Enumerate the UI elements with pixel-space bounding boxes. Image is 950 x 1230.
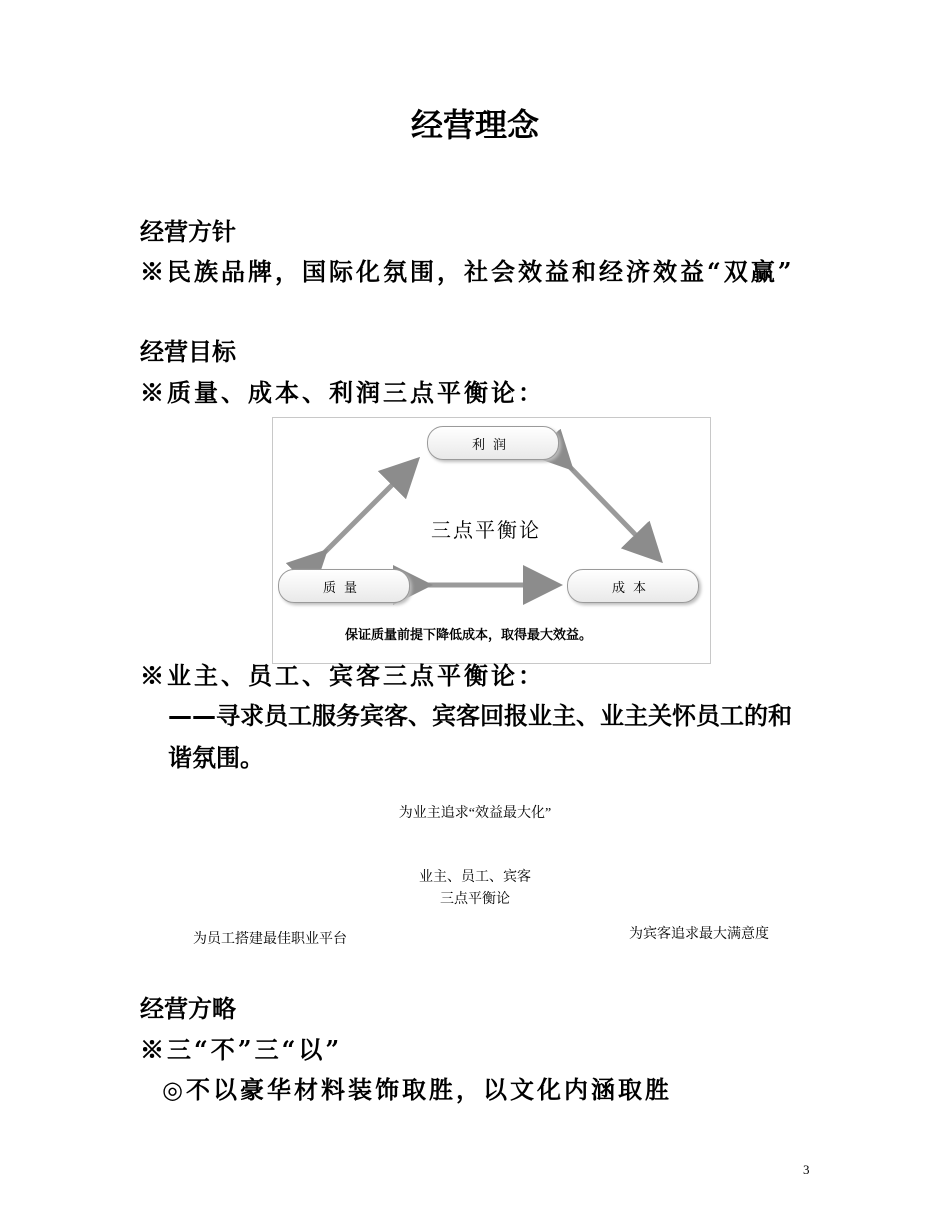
node-cost: 成本 xyxy=(567,569,699,603)
triangle-center-line1: 业主、员工、宾客 xyxy=(419,870,531,885)
arrow-profit-cost xyxy=(567,464,656,556)
triangle-center-line2: 三点平衡论 xyxy=(440,892,510,907)
strategy-sub1: ◎不以豪华材料装饰取胜，以文化内涵取胜 xyxy=(162,1075,672,1104)
policy-heading: 经营方针 xyxy=(140,218,236,246)
page-title: 经营理念 xyxy=(410,106,539,144)
strategy-item: ※三“不”三“以” xyxy=(140,1035,343,1064)
triangle-top-label: 为业主追求“效益最大化” xyxy=(398,806,552,821)
triangle-right-label: 为宾客追求最大满意度 xyxy=(629,927,769,942)
goal-desc-line2: 谐氛围。 xyxy=(168,744,264,772)
three-point-balance-diagram xyxy=(272,417,711,664)
arrow-quality-profit xyxy=(321,464,413,556)
triangle-left-label: 为员工搭建最佳职业平台 xyxy=(193,932,347,947)
goal-desc-line1: ——寻求员工服务宾客、宾客回报业主、业主关怀员工的和 xyxy=(168,702,792,730)
goal-heading: 经营目标 xyxy=(140,338,236,366)
strategy-heading: 经营方略 xyxy=(140,995,236,1023)
goal-item-quality-cost-profit: ※质量、成本、利润三点平衡论： xyxy=(140,378,545,407)
diagram-center-label: 三点平衡论 xyxy=(431,518,541,542)
node-quality: 质量 xyxy=(278,569,410,603)
diagram-caption: 保证质量前提下降低成本，取得最大效益。 xyxy=(345,628,593,643)
policy-text: ※民族品牌，国际化氛围，社会效益和经济效益“双赢” xyxy=(140,257,795,286)
goal-item-owner-staff-guest: ※业主、员工、宾客三点平衡论： xyxy=(140,661,545,690)
page-number: 3 xyxy=(803,1162,810,1177)
node-profit: 利润 xyxy=(427,426,559,460)
